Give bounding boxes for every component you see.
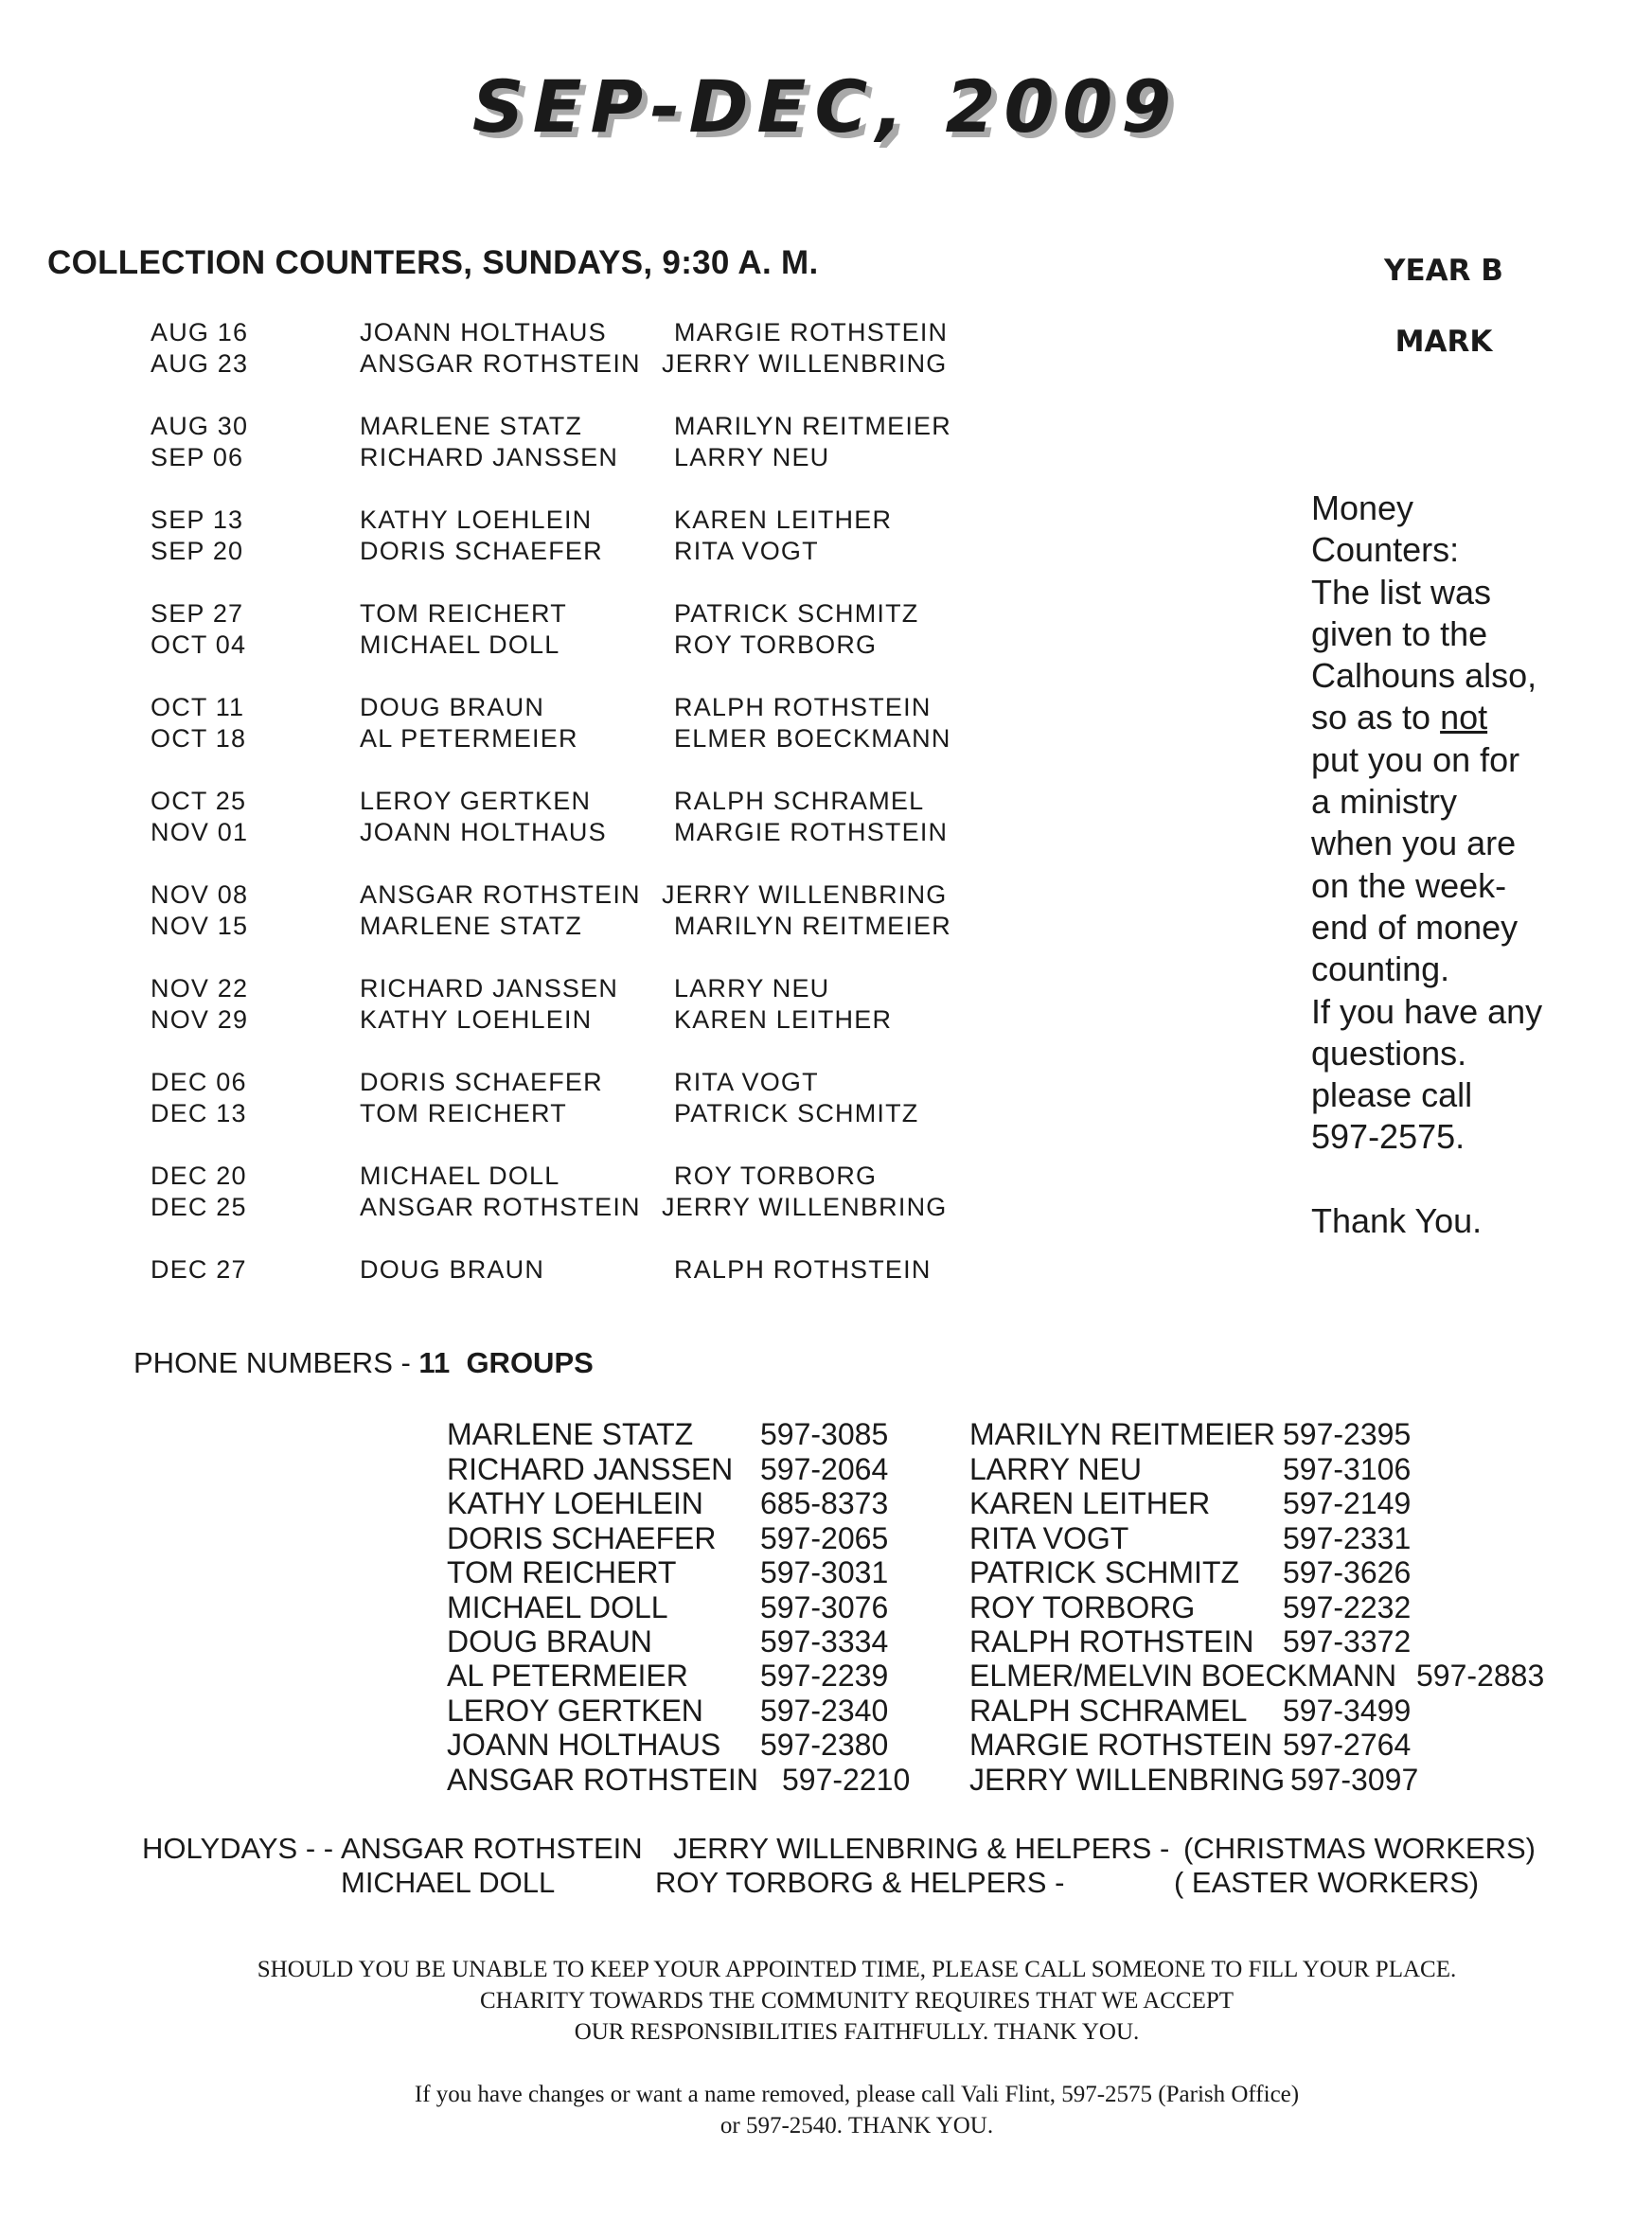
phone-name: DORIS SCHAEFER [447, 1521, 717, 1555]
phone-name: RALPH ROTHSTEIN [969, 1624, 1254, 1659]
schedule-counter: RITA VOGT [674, 537, 819, 565]
schedule-date: SEP 06 [151, 443, 244, 471]
note-line: 597-2575. [1311, 1117, 1465, 1157]
holyday-worker: JERRY WILLENBRING & HELPERS - [673, 1832, 1170, 1865]
schedule-counter: JOANN HOLTHAUS [360, 318, 607, 346]
schedule-counter: JOANN HOLTHAUS [360, 818, 607, 846]
phone-number: 597-2764 [1283, 1728, 1412, 1762]
schedule-counter: MARGIE ROTHSTEIN [674, 318, 949, 346]
schedule-counter: TOM REICHERT [360, 1099, 567, 1127]
schedule-counter: KATHY LOEHLEIN [360, 506, 593, 534]
phone-number: 597-2065 [760, 1521, 889, 1555]
note-line: questions. [1311, 1033, 1467, 1073]
phone-name: JERRY WILLENBRING [969, 1763, 1286, 1797]
schedule-counter: RITA VOGT [674, 1068, 819, 1096]
schedule-counter: RALPH ROTHSTEIN [674, 1255, 932, 1284]
contact-line: If you have changes or want a name removed, please call Vali Flint, 597-2575 (Parish Office) [414, 2082, 1300, 2107]
phone-number: 597-3076 [760, 1590, 889, 1624]
schedule-counter: JERRY WILLENBRING [662, 880, 948, 909]
schedule-date: OCT 11 [151, 693, 245, 721]
schedule-counter: JERRY WILLENBRING [662, 1193, 948, 1221]
phone-name: RALPH SCHRAMEL [969, 1694, 1248, 1728]
note-line: Thank You. [1311, 1201, 1483, 1241]
schedule-counter: RALPH SCHRAMEL [674, 787, 925, 815]
note-line: Counters: [1311, 530, 1460, 570]
schedule-counter: LARRY NEU [674, 443, 830, 471]
note-line: please call [1311, 1075, 1473, 1115]
schedule-counter: ELMER BOECKMANN [674, 724, 951, 753]
schedule-counter: KAREN LEITHER [674, 506, 893, 534]
note-line: a ministry [1311, 782, 1458, 822]
phone-name: MARGIE ROTHSTEIN [969, 1728, 1273, 1762]
holyday-worker: ROY TORBORG & HELPERS - [655, 1866, 1065, 1899]
schedule-date: AUG 16 [151, 318, 249, 346]
schedule-date: NOV 08 [151, 880, 249, 909]
schedule-counter: MARILYN REITMEIER [674, 412, 951, 440]
phone-name: AL PETERMEIER [447, 1659, 688, 1693]
schedule-counter: DOUG BRAUN [360, 1255, 545, 1284]
contact-line: or 597-2540. THANK YOU. [719, 2113, 994, 2138]
phone-name: DOUG BRAUN [447, 1624, 652, 1659]
phone-number: 597-3106 [1283, 1452, 1412, 1486]
phone-number: 597-3085 [760, 1417, 889, 1451]
schedule-counter: ANSGAR ROTHSTEIN [360, 1193, 641, 1221]
schedule-date: NOV 01 [151, 818, 249, 846]
note-line: given to the [1311, 613, 1488, 653]
schedule-date: AUG 30 [151, 412, 249, 440]
schedule-date: OCT 18 [151, 724, 247, 753]
schedule-counter: DOUG BRAUN [360, 693, 545, 721]
schedule-date: DEC 13 [151, 1099, 247, 1127]
note-line: Calhouns also, [1311, 656, 1537, 696]
phone-number: 597-2064 [760, 1452, 889, 1486]
gospel-label: MARK [1394, 325, 1493, 359]
phone-name: RITA VOGT [969, 1521, 1129, 1555]
phone-number: 597-2883 [1416, 1659, 1545, 1693]
holyday-role: (CHRISTMAS WORKERS) [1183, 1832, 1536, 1865]
phone-name: MARILYN REITMEIER [969, 1417, 1275, 1451]
phone-name: LARRY NEU [969, 1452, 1142, 1486]
phone-number: 597-3097 [1290, 1763, 1419, 1797]
phone-number: 685-8373 [760, 1486, 889, 1520]
notice-line: SHOULD YOU BE UNABLE TO KEEP YOUR APPOINTED TIME, PLEASE CALL SOMEONE TO FILL YOUR PLACE. [257, 1957, 1457, 1982]
schedule-counter: ANSGAR ROTHSTEIN [360, 349, 641, 378]
phone-number: 597-3031 [760, 1555, 889, 1589]
schedule-counter: DORIS SCHAEFER [360, 537, 603, 565]
holyday-role: ( EASTER WORKERS) [1174, 1866, 1480, 1899]
schedule-date: DEC 27 [151, 1255, 247, 1284]
liturgical-year: YEAR B [1384, 254, 1503, 288]
phone-name: LEROY GERTKEN [447, 1694, 703, 1728]
schedule-counter: KAREN LEITHER [674, 1005, 893, 1034]
holyday-worker: MICHAEL DOLL [341, 1866, 556, 1899]
schedule-counter: JERRY WILLENBRING [662, 349, 948, 378]
schedule-date: OCT 25 [151, 787, 247, 815]
note-line: Money [1311, 488, 1414, 527]
schedule-counter: MICHAEL DOLL [360, 630, 560, 659]
phone-number: 597-2395 [1283, 1417, 1412, 1451]
schedule-counter: RICHARD JANSSEN [360, 443, 619, 471]
page-title: SEP-DEC, 2009 [471, 64, 1181, 149]
section-heading: COLLECTION COUNTERS, SUNDAYS, 9:30 A. M. [47, 244, 819, 281]
schedule-date: DEC 25 [151, 1193, 247, 1221]
note-line: put you on for [1311, 739, 1520, 779]
schedule-counter: KATHY LOEHLEIN [360, 1005, 593, 1034]
schedule-counter: RICHARD JANSSEN [360, 974, 619, 1003]
schedule-date: OCT 04 [151, 630, 247, 659]
holyday-worker: ANSGAR ROTHSTEIN [341, 1832, 643, 1865]
notice-line: OUR RESPONSIBILITIES FAITHFULLY. THANK YOU. [574, 2019, 1140, 2045]
schedule-date: SEP 20 [151, 537, 244, 565]
schedule-counter: ROY TORBORG [674, 1162, 878, 1190]
phone-number: 597-2149 [1283, 1486, 1412, 1520]
phone-name: RICHARD JANSSEN [447, 1452, 734, 1486]
phone-name: MARLENE STATZ [447, 1417, 694, 1451]
phone-number: 597-3334 [760, 1624, 889, 1659]
note-line: so as to not [1311, 698, 1488, 737]
schedule-counter: MARILYN REITMEIER [674, 912, 951, 940]
phone-name: TOM REICHERT [447, 1555, 677, 1589]
phone-name: ROY TORBORG [969, 1590, 1196, 1624]
phone-number: 597-2340 [760, 1694, 889, 1728]
schedule-date: SEP 13 [151, 506, 244, 534]
phone-number: 597-2210 [782, 1763, 911, 1797]
phone-heading [133, 1346, 594, 1380]
schedule-counter: TOM REICHERT [360, 599, 567, 628]
schedule-counter: PATRICK SCHMITZ [674, 1099, 919, 1127]
phone-number: 597-2380 [760, 1728, 889, 1762]
phone-number: 597-2232 [1283, 1590, 1412, 1624]
note-line: The list was [1311, 572, 1492, 612]
schedule-counter: MARLENE STATZ [360, 412, 583, 440]
schedule-date: AUG 23 [151, 349, 249, 378]
phone-heading-suffix: GROUPS [466, 1346, 594, 1379]
note-line: counting. [1311, 949, 1450, 989]
schedule-date: DEC 20 [151, 1162, 247, 1190]
schedule-counter: DORIS SCHAEFER [360, 1068, 603, 1096]
schedule-date: NOV 15 [151, 912, 249, 940]
schedule-counter: ANSGAR ROTHSTEIN [360, 880, 641, 909]
phone-number: 597-3626 [1283, 1555, 1412, 1589]
schedule-date: NOV 29 [151, 1005, 249, 1034]
schedule-counter: MARLENE STATZ [360, 912, 583, 940]
phone-number: 597-3499 [1283, 1694, 1412, 1728]
schedule-counter: MICHAEL DOLL [360, 1162, 560, 1190]
phone-name: ELMER/MELVIN BOECKMANN [969, 1659, 1397, 1693]
schedule-counter: LARRY NEU [674, 974, 830, 1003]
phone-name: KAREN LEITHER [969, 1486, 1211, 1520]
group-count: 11 [418, 1346, 451, 1379]
notice-line: CHARITY TOWARDS THE COMMUNITY REQUIRES THAT WE ACCEPT [479, 1988, 1235, 2014]
note-line: on the week- [1311, 865, 1507, 905]
phone-name: JOANN HOLTHAUS [447, 1728, 721, 1762]
phone-name: KATHY LOEHLEIN [447, 1486, 703, 1520]
schedule-counter: MARGIE ROTHSTEIN [674, 818, 949, 846]
money-counters-note [1311, 488, 1595, 1242]
phone-name: MICHAEL DOLL [447, 1590, 668, 1624]
phone-number: 597-3372 [1283, 1624, 1412, 1659]
note-line: If you have any [1311, 991, 1543, 1031]
phone-name: PATRICK SCHMITZ [969, 1555, 1240, 1589]
schedule-counter: PATRICK SCHMITZ [674, 599, 919, 628]
schedule-counter: ROY TORBORG [674, 630, 878, 659]
schedule-counter: AL PETERMEIER [360, 724, 578, 753]
note-line [1311, 1159, 1595, 1200]
schedule-date: NOV 22 [151, 974, 249, 1003]
schedule-date: SEP 27 [151, 599, 244, 628]
holydays-label: HOLYDAYS - - [142, 1832, 334, 1865]
schedule-counter: RALPH ROTHSTEIN [674, 693, 932, 721]
schedule-date: DEC 06 [151, 1068, 247, 1096]
note-line: when you are [1311, 824, 1517, 863]
phone-number: 597-2239 [760, 1659, 889, 1693]
schedule-counter: LEROY GERTKEN [360, 787, 592, 815]
note-line: end of money [1311, 907, 1519, 947]
phone-name: ANSGAR ROTHSTEIN [447, 1763, 758, 1797]
phone-heading-prefix: PHONE NUMBERS - [133, 1346, 419, 1379]
phone-number: 597-2331 [1283, 1521, 1412, 1555]
